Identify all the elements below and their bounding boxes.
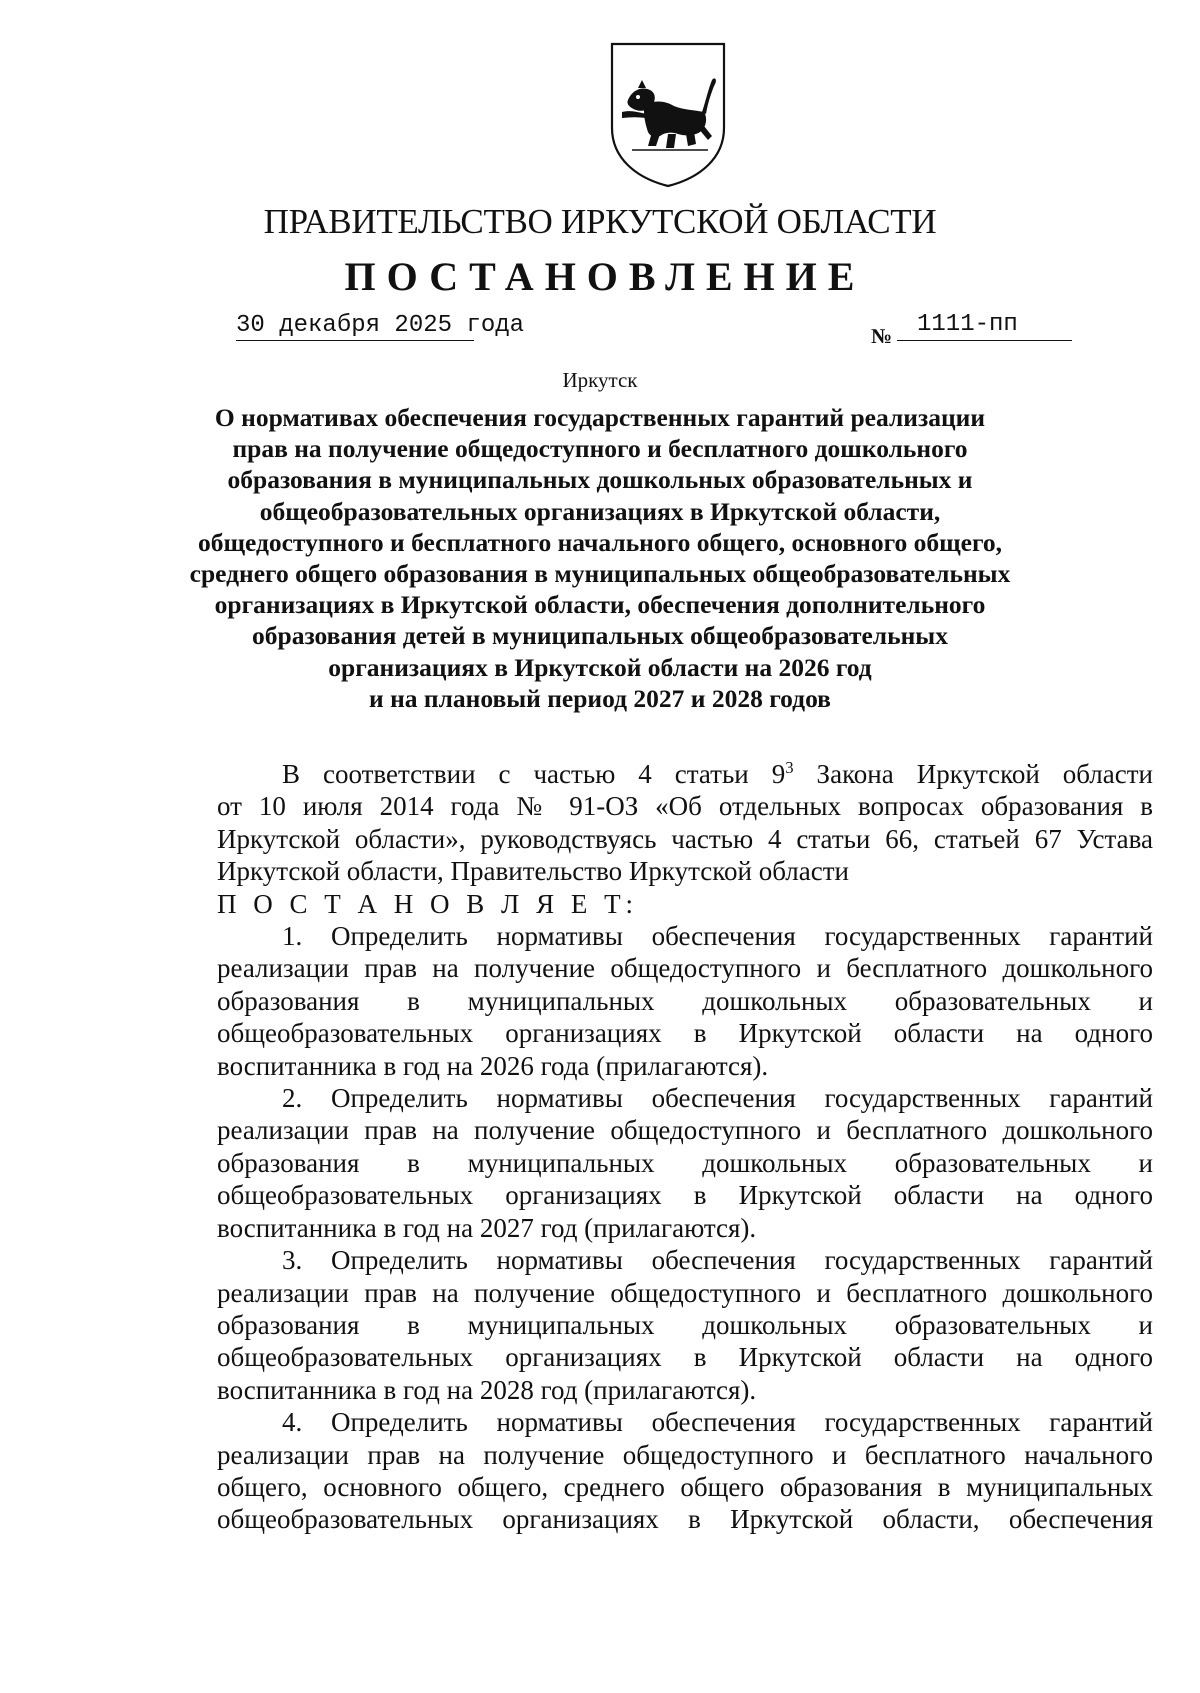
title-line: общедоступного и бесплатного начального общего, основного общего,: [197, 527, 1003, 557]
preamble-line: Иркутской области», руководствуясь частью 4 статьи 66, статьей 67 Устава: [217, 823, 1153, 854]
irkutsk-coat-of-arms-emblem: [608, 40, 728, 190]
decree-word-text: П О С Т А Н О В Л Я Е Т:: [217, 888, 639, 919]
item-line: 3. Определить нормативы обеспечения государственных гарантий: [282, 1245, 1153, 1276]
item-line: воспитанника в год на 2028 год (прилагаются).: [217, 1374, 757, 1405]
preamble-text: В соответствии с частью 4 статьи 9: [282, 759, 786, 789]
item-paragraph: [217, 920, 1153, 1082]
preamble-line: Иркутской области, Правительство Иркутской области: [217, 856, 849, 887]
item-paragraph: [217, 1082, 1153, 1244]
item-line: 4. Определить нормативы обеспечения государственных гарантий: [282, 1407, 1153, 1438]
preamble-text: Закона Иркутской области: [793, 759, 1153, 789]
title-line: прав на получение общедоступного и бесплатного дошкольного: [232, 434, 968, 464]
document-title: [150, 402, 1050, 714]
decree-word: [217, 888, 1153, 920]
item-line: реализации прав на получение общедоступного и бесплатного дошкольного: [217, 1115, 1153, 1146]
preamble-line: от 10 июля 2014 года № 91-ОЗ «Об отдельных вопросах образования в: [217, 791, 1153, 822]
title-line: организациях в Иркутской области на 2026 год: [328, 652, 872, 682]
item-line: общеобразовательных организациях в Иркутской области на одного: [217, 1180, 1153, 1211]
preamble-line: [217, 758, 1153, 790]
document-number: 1111-пп: [897, 311, 1072, 341]
superscript: 3: [785, 758, 794, 777]
item-line: общеобразовательных организациях в Иркутской области на одного: [217, 1018, 1153, 1049]
government-name: ПРАВИТЕЛЬСТВО ИРКУТСКОЙ ОБЛАСТИ: [263, 202, 937, 241]
item-line: реализации прав на получение общедоступного и бесплатного начального: [217, 1439, 1153, 1470]
item-line: реализации прав на получение общедоступного и бесплатного дошкольного: [217, 1277, 1153, 1308]
title-line: организациях в Иркутской области, обеспечения дополнительного: [214, 590, 986, 620]
item-line: воспитанника в год на 2027 год (прилагаются).: [217, 1212, 757, 1243]
title-line: общеобразовательных организациях в Иркутской области,: [259, 496, 941, 526]
city-name: Иркутск: [562, 368, 638, 392]
item-line: общего, основного общего, среднего общего образования в муниципальных: [217, 1471, 1153, 1502]
title-line: среднего общего образования в муниципальных общеобразовательных: [189, 559, 1011, 589]
item-line: 1. Определить нормативы обеспечения государственных гарантий: [282, 921, 1153, 952]
preamble-paragraph: [217, 758, 1153, 888]
item-line: общеобразовательных организациях в Иркутской области, обеспечения: [217, 1504, 1153, 1535]
title-line: О нормативах обеспечения государственных гарантий реализации: [214, 403, 986, 432]
title-line: образования в муниципальных дошкольных образовательных и: [227, 465, 973, 495]
item-line: реализации прав на получение общедоступного и бесплатного дошкольного: [217, 953, 1153, 984]
document-body: [217, 758, 1153, 1536]
title-line: и на плановый период 2027 и 2028 годов: [369, 683, 831, 713]
document-type: ПОСТАНОВЛЕНИЕ: [344, 254, 866, 299]
item-paragraph: [217, 1406, 1153, 1536]
item-paragraph: [217, 1244, 1153, 1406]
number-sign: №: [871, 324, 893, 348]
item-line: образования в муниципальных дошкольных образовательных и: [217, 985, 1153, 1016]
document-date: 30 декабря 2025 года: [236, 312, 525, 339]
item-line: 2. Определить нормативы обеспечения государственных гарантий: [282, 1083, 1153, 1114]
title-line: образования детей в муниципальных общеобразовательных: [252, 621, 948, 651]
item-line: воспитанника в год на 2026 года (прилагаются).: [217, 1050, 769, 1081]
item-line: общеобразовательных организациях в Иркутской области на одного: [217, 1342, 1153, 1373]
item-line: образования в муниципальных дошкольных образовательных и: [217, 1147, 1153, 1178]
item-line: образования в муниципальных дошкольных образовательных и: [217, 1309, 1153, 1340]
